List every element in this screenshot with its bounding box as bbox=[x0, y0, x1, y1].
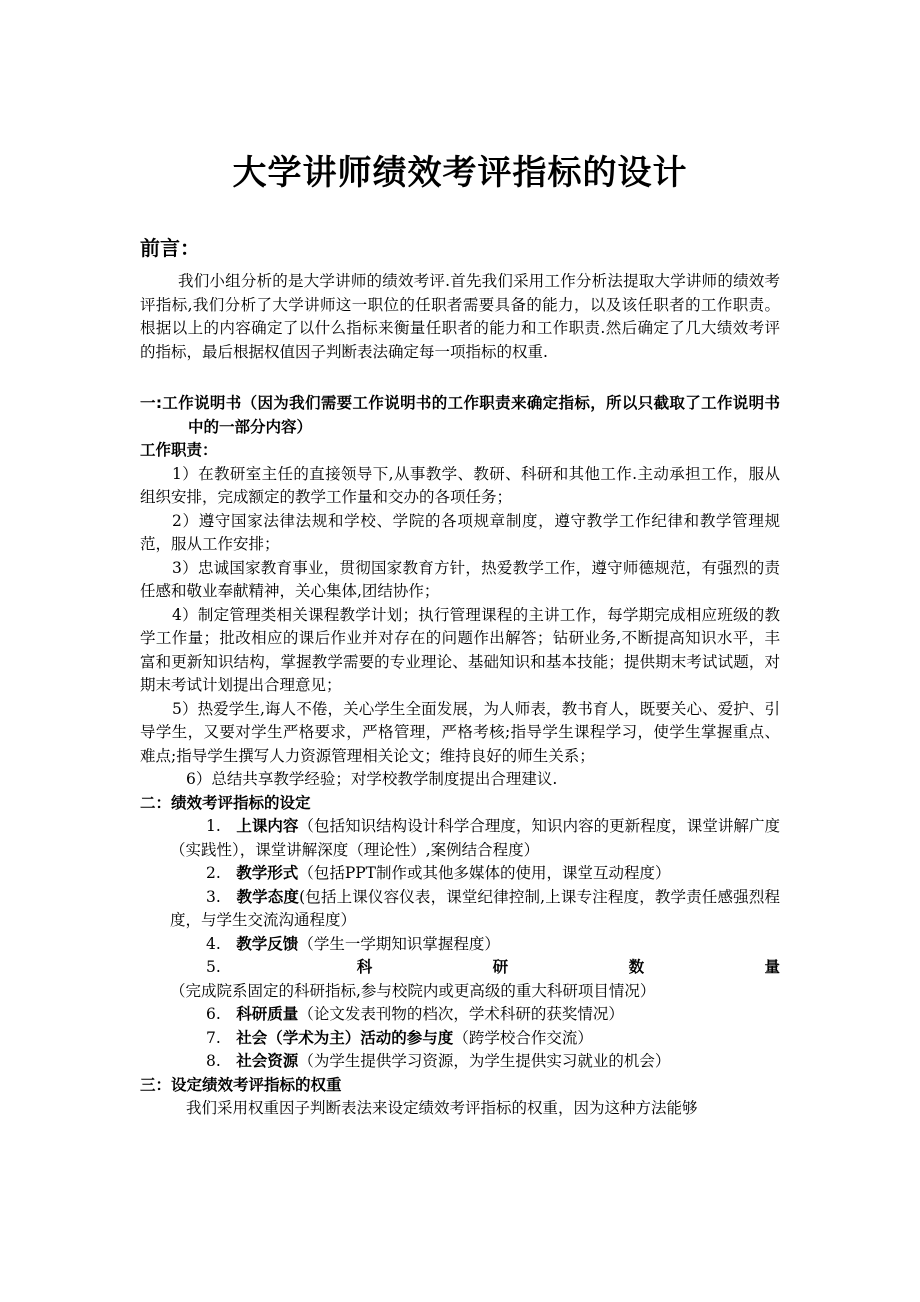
indicator-number: 3. bbox=[206, 887, 221, 906]
duty-item: 3）忠诚国家教育事业，贯彻国家教育方针，热爱教学工作，遵守师德规范，有强烈的责任感和敬业奉献精神，关心集体,团结协作； bbox=[140, 558, 780, 600]
indicator-desc: （包括PPT制作或其他多媒体的使用，课堂互动程度） bbox=[298, 864, 671, 882]
section2-heading: 二：绩效考评指标的设定 bbox=[140, 793, 311, 812]
indicator-number: 8. bbox=[206, 1052, 221, 1070]
indicator-number: 4. bbox=[206, 934, 221, 953]
duty-item: 6）总结共享教学经验；对学校教学制度提出合理建议. bbox=[186, 770, 558, 788]
indicator-name: 教学态度 bbox=[236, 887, 300, 906]
indicator-name: 科研数量 bbox=[236, 958, 780, 976]
indicator-name: 社会（学术为主）活动的参与度 bbox=[236, 1028, 454, 1047]
indicator-name: 科研质量 bbox=[236, 1005, 299, 1023]
preface-text: 我们小组分析的是大学讲师的绩效考评.首先我们采用工作分析法提取大学讲师的绩效考评指标,我们分析了大学讲师这一职位的任职者需要具备的能力，以及该任职者的工作职责。根据以上的内容确定了以什么指标来衡量任职者的能力和工作职责.然后确定了几大绩效考评的指标，最后根据权值因子判断表法确定每一项指标的权重. bbox=[140, 272, 780, 361]
indicator-desc: （学生一学期知识掌握程度） bbox=[298, 934, 500, 953]
section1-heading: 一:工作说明书（因为我们需要工作说明书的工作职责来确定指标，所以只截取了工作说明书中的一部分内容） bbox=[140, 394, 780, 436]
document-title: 大学讲师绩效考评指标的设计 bbox=[232, 153, 688, 193]
indicator-number: 1. bbox=[206, 817, 221, 835]
indicator-desc: （论文发表刊物的档次，学术科研的获奖情况） bbox=[298, 1005, 624, 1023]
section3-text: 我们采用权重因子判断表法来设定绩效考评指标的权重，因为这种方法能够 bbox=[186, 1099, 698, 1117]
duty-item: 4）制定管理类相关课程教学计划；执行管理课程的主讲工作，每学期完成相应班级的教学工作量；批改相应的课后作业并对存在的问题作出解答；钻研业务,不断提高知识水平，丰富和更新知识结构，掌握教学需要的专业理论、基础知识和基本技能；提供期末考试试题，对期末考试计划提出合理意见； bbox=[140, 605, 780, 694]
indicator-number: 5. bbox=[206, 958, 221, 976]
indicator-item bbox=[170, 1050, 780, 1074]
indicator-number: 6. bbox=[206, 1005, 221, 1023]
indicator-desc: （包括知识结构设计科学合理度，知识内容的更新程度，课堂讲解广度（实践性），课堂讲解深度（理论性）,案例结合程度） bbox=[170, 817, 780, 859]
indicator-item bbox=[170, 862, 780, 886]
indicator-item bbox=[170, 886, 780, 933]
indicator-name: 教学形式 bbox=[236, 864, 299, 882]
indicator-desc: （为学生提供学习资源，为学生提供实习就业的机会） bbox=[298, 1052, 671, 1070]
indicator-item bbox=[170, 956, 780, 1003]
duty-item: 1）在教研室主任的直接领导下,从事教学、教研、科研和其他工作.主动承担工作，服从组织安排，完成额定的教学工作量和交办的各项任务； bbox=[140, 464, 780, 506]
indicator-name: 教学反馈 bbox=[236, 934, 299, 953]
indicator-name: 社会资源 bbox=[236, 1052, 299, 1070]
indicator-item bbox=[170, 1003, 780, 1027]
indicator-item bbox=[170, 815, 780, 862]
preface-heading: 前言： bbox=[140, 236, 200, 260]
indicator-item bbox=[170, 933, 780, 957]
indicator-number: 7. bbox=[206, 1028, 221, 1047]
document-body bbox=[140, 392, 780, 1121]
indicator-number: 2. bbox=[206, 864, 221, 882]
duty-item: 2）遵守国家法律法规和学校、学院的各项规章制度，遵守教学工作纪律和教学管理规范，服从工作安排； bbox=[140, 511, 780, 553]
indicator-desc: (包括上课仪容仪表，课堂纪律控制,上课专注程度，教学责任感强烈程度，与学生交流沟通程度） bbox=[170, 887, 780, 929]
indicator-desc: （完成院系固定的科研指标,参与校院内或更高级的重大科研项目情况） bbox=[170, 981, 656, 1000]
indicator-name: 上课内容 bbox=[236, 817, 299, 835]
section3-heading: 三：设定绩效考评指标的权重 bbox=[140, 1075, 342, 1094]
indicator-desc: （跨学校合作交流） bbox=[453, 1028, 593, 1047]
duty-item: 5）热爱学生,诲人不倦，关心学生全面发展，为人师表，教书育人，既要关心、爱护、引导学生，又要对学生严格要求，严格管理，严格考核;指导学生课程学习，使学生掌握重点、难点;指导学生撰写人力资源管理相关论文；维持良好的师生关系； bbox=[140, 699, 780, 765]
indicator-item bbox=[170, 1027, 780, 1051]
duties-heading: 工作职责： bbox=[140, 441, 218, 459]
